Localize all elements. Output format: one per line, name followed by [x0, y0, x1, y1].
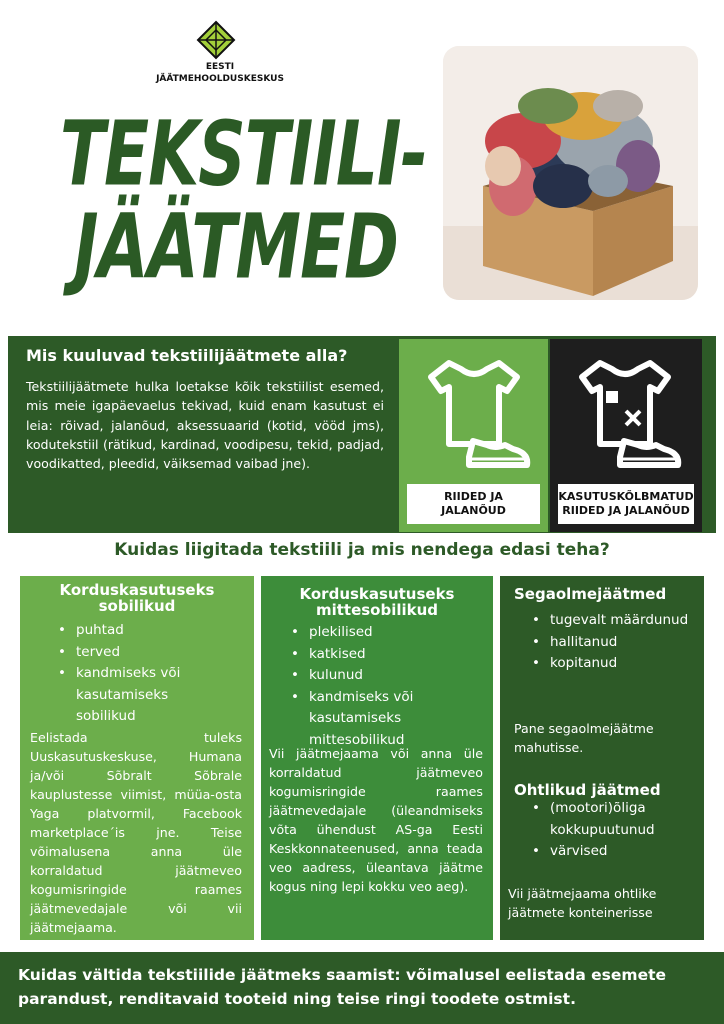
list-item: • kandmiseks või kasutamiseks mittesobilikud — [283, 687, 473, 752]
list-item: • puhtad — [50, 620, 220, 642]
section2-heading: Kuidas liigitada tekstiili ja mis nendega edasi teha? — [114, 540, 610, 560]
column-reusable-list — [50, 620, 220, 728]
section1-body: Tekstiilijäätmete hulka loetakse kõik tekstiilist esemed, mis meie igapäevaelus tekivad, kuid enam kasutust ei leia: rõivad, jalanõud, aksessuaarid (kotid, vööd jms), kodutekstiil (rätikud, kardinad, voodipesu, tekid, padjad, voodikatted, pleedid, väiksemad vaibad jne). — [26, 379, 384, 472]
list-item: • kopitanud — [524, 653, 694, 675]
column-mixed-title: Segaolmejäätmed — [514, 585, 667, 603]
list-item: • hallitanud — [524, 632, 694, 654]
logo-icon — [196, 20, 236, 60]
org-name-line2: JÄÄTMEHOOLDUSKESKUS — [156, 74, 284, 84]
list-item: • terved — [50, 642, 220, 664]
tshirt-shoe-icon — [409, 349, 539, 477]
column-mixed-waste — [500, 576, 704, 940]
page-title-line2: JÄÄTMED — [74, 194, 398, 299]
card-reusable-label: RIIDED JA JALANÕUD — [407, 484, 540, 524]
column-reusable-text: Eelistada tuleks Uuskasutuskeskuse, Humana ja/või Sõbralt Sõbrale kauplustesse viimist, müüa-osta Yaga platvormil, Facebook marketplace´is jne. Teise võimalusena anna üle korraldatud jäätmeveo kogumisringide raames jäätmevedajale või vii jäätmejaama. — [30, 730, 242, 935]
column-hazardous-list — [524, 798, 699, 863]
column-mixed-list — [524, 610, 694, 675]
card-reusable-clothes — [399, 339, 548, 532]
column-hazardous-title: Ohtlikud jäätmed — [514, 781, 661, 799]
column-reusable-title: Korduskasutuseks sobilikud — [59, 581, 215, 615]
card-unusable-clothes — [550, 339, 702, 532]
page-title-line1: TEKSTIILI- — [60, 101, 427, 206]
list-item: • plekilised — [283, 622, 473, 644]
list-item: • kulunud — [283, 665, 473, 687]
column-nonreusable-title: Korduskasutuseks mittesobilikud — [299, 585, 455, 619]
list-item: • värvised — [524, 841, 699, 863]
column-hazardous-text: Vii jäätmejaama ohtlike jäätmete konteinerisse — [508, 886, 657, 920]
org-name-line1: EESTI — [205, 62, 235, 72]
list-item: • tugevalt määrdunud — [524, 610, 694, 632]
damaged-tshirt-shoe-icon — [560, 349, 690, 477]
list-item: • kandmiseks või kasutamiseks sobilikud — [50, 663, 220, 728]
list-item: • (mootori)õliga kokkupuutunud — [524, 798, 699, 841]
section1-heading: Mis kuuluvad tekstiilijäätmete alla? — [26, 346, 348, 365]
column-mixed-text: Pane segaolmejäätme mahutisse. — [514, 721, 654, 755]
column-nonreusable-text: Vii jäätmejaama või anna üle korraldatud jäätmeveo kogumisringide raames jäätmevedajale (üleandmiseks võta ühendust AS-ga Eesti Keskkonnateenused, anna teada veo aadress, üleantava jäätme kogus ning lepi kokku veo aeg). — [269, 746, 483, 894]
clothes-box-photo — [443, 46, 698, 300]
column-nonreusable — [261, 576, 493, 940]
card-unusable-label: KASUTUSKÕLBMATUD RIIDED JA JALANÕUD — [558, 484, 694, 524]
list-item: • katkised — [283, 644, 473, 666]
column-reusable — [20, 576, 254, 940]
column-nonreusable-list — [283, 622, 473, 751]
footer-text: Kuidas vältida tekstiilide jäätmeks saamist: võimalusel eelistada esemete parandust, renditavaid tooteid ning teise ringi toodete ostmist. — [18, 966, 667, 1008]
